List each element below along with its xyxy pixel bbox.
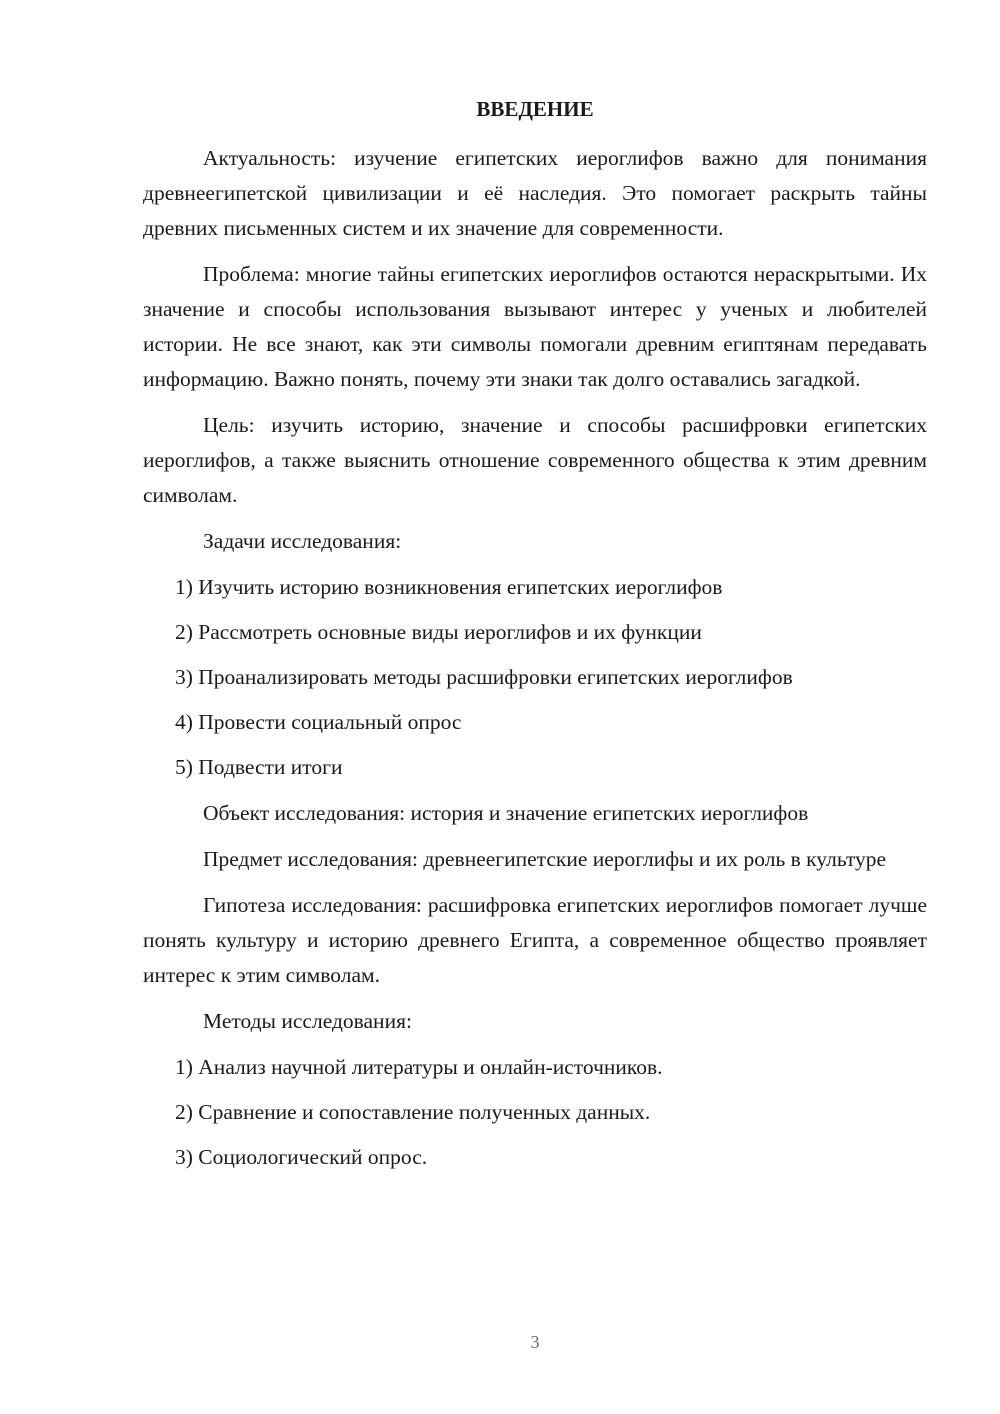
method-item: 3) Социологический опрос. <box>175 1145 428 1169</box>
object-paragraph: Объект исследования: история и значение египетских иероглифов <box>203 801 809 825</box>
document-page <box>143 92 927 1186</box>
problem-paragraph: Проблема: многие тайны египетских иероглифов остаются нераскрытыми. Их значение и способы использования вызывают интерес у ученых и любителей истории. Не все знают, как эти символы помогали древним египтянам передавать информацию. Важно понять, почему эти знаки так долго оставались загадкой. <box>143 262 927 391</box>
task-item: 1) Изучить историю возникновения египетских иероглифов <box>175 575 723 599</box>
relevance-paragraph: Актуальность: изучение египетских иероглифов важно для понимания древнеегипетской цивилизации и её наследия. Это помогает раскрыть тайны древних письменных систем и их значение для современности. <box>143 146 927 240</box>
method-item: 1) Анализ научной литературы и онлайн-источников. <box>175 1055 663 1079</box>
goal-paragraph: Цель: изучить историю, значение и способы расшифровки египетских иероглифов, а также выяснить отношение современного общества к этим древним символам. <box>143 413 927 507</box>
task-item: 5) Подвести итоги <box>175 755 343 779</box>
task-item: 4) Провести социальный опрос <box>175 710 462 734</box>
methods-list <box>143 1050 927 1175</box>
tasks-list <box>143 570 927 785</box>
hypothesis-paragraph: Гипотеза исследования: расшифровка египетских иероглифов помогает лучше понять культуру и историю древнего Египта, а современное общество проявляет интерес к этим символам. <box>143 893 927 987</box>
section-title: ВВЕДЕНИЕ <box>476 97 594 121</box>
page-number: 3 <box>530 1332 540 1352</box>
task-item: 2) Рассмотреть основные виды иероглифов и их функции <box>175 620 702 644</box>
tasks-heading: Задачи исследования: <box>203 529 402 553</box>
methods-heading: Методы исследования: <box>203 1009 412 1033</box>
method-item: 2) Сравнение и сопоставление полученных данных. <box>175 1100 651 1124</box>
subject-paragraph: Предмет исследования: древнеегипетские иероглифы и их роль в культуре <box>203 847 886 871</box>
task-item: 3) Проанализировать методы расшифровки египетских иероглифов <box>175 665 793 689</box>
